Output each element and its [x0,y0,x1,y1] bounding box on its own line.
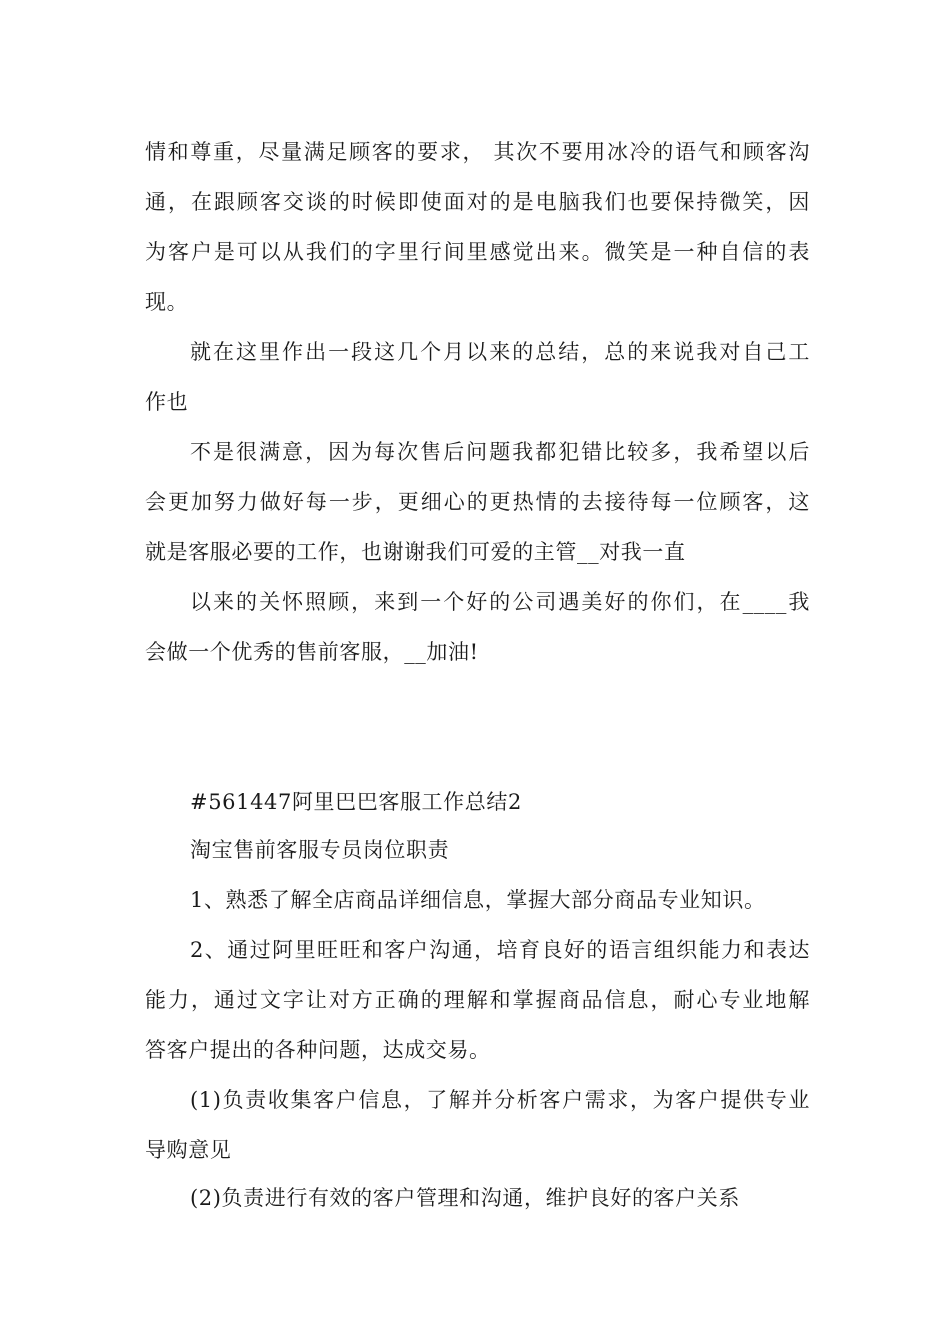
paragraph-line: 不是很满意，因为每次售后问题我都犯错比较多，我希望以后 [190,440,810,464]
paragraph-line: 就是客服必要的工作，也谢谢我们可爱的主管__对我一直 [145,540,686,564]
list-item: (1)负责收集客户信息，了解并分析客户需求，为客户提供专业 [190,1088,810,1112]
paragraph-line: 会更加努力做好每一步，更细心的更热情的去接待每一位顾客，这 [145,490,810,514]
list-item: 能力，通过文字让对方正确的理解和掌握商品信息，耐心专业地解 [145,988,810,1012]
list-item: 2、通过阿里旺旺和客户沟通，培育良好的语言组织能力和表达 [190,938,810,962]
paragraph-line: 以来的关怀照顾，来到一个好的公司遇美好的你们，在____我 [190,590,810,614]
paragraph-line: 通，在跟顾客交谈的时候即使面对的是电脑我们也要保持微笑，因 [145,190,810,214]
paragraph-line: 就在这里作出一段这几个月以来的总结，总的来说我对自己工 [190,340,810,364]
section-title: #561447阿里巴巴客服工作总结2 [190,790,522,814]
paragraph-line: 情和尊重，尽量满足顾客的要求， 其次不要用冰冷的语气和顾客沟 [145,140,810,164]
paragraph-line: 作也 [145,390,189,414]
list-item: 1、熟悉了解全店商品详细信息，掌握大部分商品专业知识。 [190,888,766,912]
paragraph-line: 为客户是可以从我们的字里行间里感觉出来。微笑是一种自信的表 [145,240,810,264]
list-item: 答客户提出的各种问题，达成交易。 [145,1038,491,1062]
list-item: 导购意见 [145,1138,232,1162]
section-subtitle: 淘宝售前客服专员岗位职责 [190,838,450,862]
list-item: (2)负责进行有效的客户管理和沟通，维护良好的客户关系 [190,1186,740,1210]
paragraph-line: 会做一个优秀的售前客服，__加油! [145,640,479,664]
paragraph-line: 现。 [145,290,189,314]
